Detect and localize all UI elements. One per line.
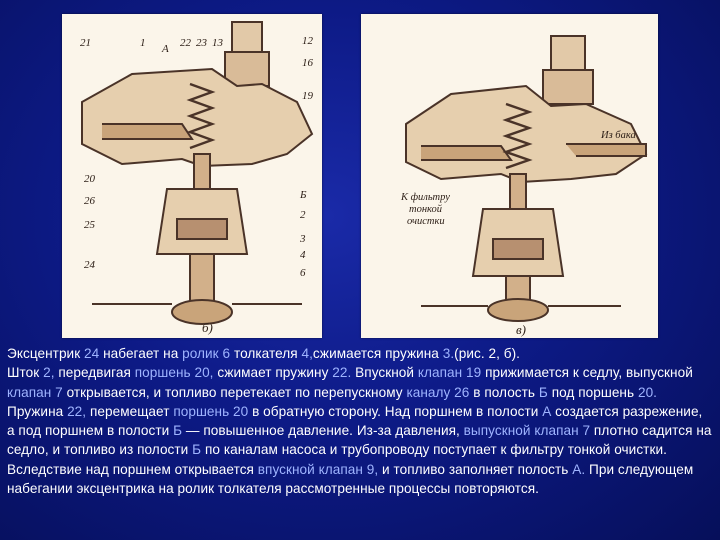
text-run: Пружина (7, 403, 68, 419)
text-run: — повышенное давление. Из-за давления, (182, 423, 464, 439)
text-run: Эксцентрик (7, 346, 85, 361)
text-run: толкателя (230, 346, 302, 361)
label-26: 26 (84, 195, 95, 207)
label-2: 2 (300, 209, 306, 221)
caption-b: б) (202, 320, 213, 335)
text-run: набегает на (99, 346, 183, 361)
highlight-run: впускной клапан 9, (257, 461, 379, 477)
text-run: При следующем набегании эксцентрика на ролик толкателя рассмотренные процессы повторяются. (7, 461, 694, 497)
text-run: передвигая (54, 365, 135, 381)
highlight-run: 3. (442, 346, 455, 361)
text-run: в обратную сторону. Над поршнем в полости (248, 403, 543, 419)
highlight-run: Б (173, 423, 183, 439)
label-20: 20 (84, 173, 95, 185)
text-run: по каналам насоса и трубопроводу поступает к фильтру тонкой очистки. Вследствие над поршнем открывается (7, 442, 667, 477)
label-from-tank: Из бака (601, 130, 636, 141)
description-paragraph (7, 344, 713, 498)
highlight-run: 22, (67, 403, 87, 419)
label-16: 16 (302, 57, 313, 69)
highlight-run: поршень 20 (173, 403, 249, 419)
text-run: создается разрежение, а под поршнем в полости (7, 403, 703, 439)
highlight-run: поршень 20, (134, 365, 214, 381)
highlight-run: Б (538, 384, 548, 400)
label-3: 3 (300, 233, 306, 245)
highlight-run: 2, (43, 365, 55, 381)
label-B: Б (300, 189, 307, 201)
label-6: 6 (300, 267, 306, 279)
text-run: под поршень (547, 384, 638, 400)
text-run: в полость (469, 384, 539, 400)
label-to-filter-2: тонкой (409, 204, 443, 215)
highlight-run: Б (192, 442, 202, 458)
highlight-run: клапан 19 (417, 365, 482, 381)
diagram-panel-right (361, 14, 658, 338)
text-run: Шток (7, 365, 44, 381)
label-25: 25 (84, 219, 95, 231)
text-run: плотно садится на седло, и топливо из полости (7, 423, 712, 458)
text-run: прижимается к седлу, выпускной (481, 365, 693, 381)
label-4: 4 (300, 249, 306, 261)
text-run: перемещает (86, 403, 174, 419)
label-12: 12 (302, 35, 313, 47)
highlight-run: выпускной клапан 7 (463, 423, 591, 439)
label-19: 19 (302, 90, 313, 102)
diagram-panel-left (62, 14, 322, 338)
highlight-run: 4, (301, 346, 313, 361)
label-23: 23 (196, 37, 207, 49)
text-run: открывается, и топливо перетекает по перепускному (62, 384, 407, 400)
label-24: 24 (84, 259, 95, 271)
highlight-run: ролик 6 (182, 346, 231, 361)
label-A: А (162, 43, 169, 55)
label-1: 1 (140, 37, 146, 49)
label-21: 21 (80, 37, 91, 49)
highlight-run: 24 (84, 346, 100, 361)
label-13: 13 (212, 37, 223, 49)
label-to-filter-3: очистки (407, 216, 445, 227)
text-run: (рис. 2, б). (454, 346, 521, 361)
text-run: и топливо заполняет полость (378, 461, 573, 477)
highlight-run: 20. (637, 384, 658, 400)
label-22: 22 (180, 37, 191, 49)
highlight-run: А. (572, 461, 586, 477)
caption-v: в) (516, 322, 526, 337)
highlight-run: клапан 7 (7, 384, 63, 400)
highlight-run: каналу 26 (406, 384, 470, 400)
text-run: сжимается пружина (312, 346, 443, 361)
fuel-pump-diagram-v (361, 14, 658, 338)
text-run: сжимает пружину (213, 365, 333, 381)
text-run: Впускной (351, 365, 418, 381)
fuel-pump-diagram-b (62, 14, 322, 338)
highlight-run: 22. (332, 365, 352, 381)
label-to-filter-1: К фильтру (401, 192, 450, 203)
highlight-run: А (542, 403, 552, 419)
